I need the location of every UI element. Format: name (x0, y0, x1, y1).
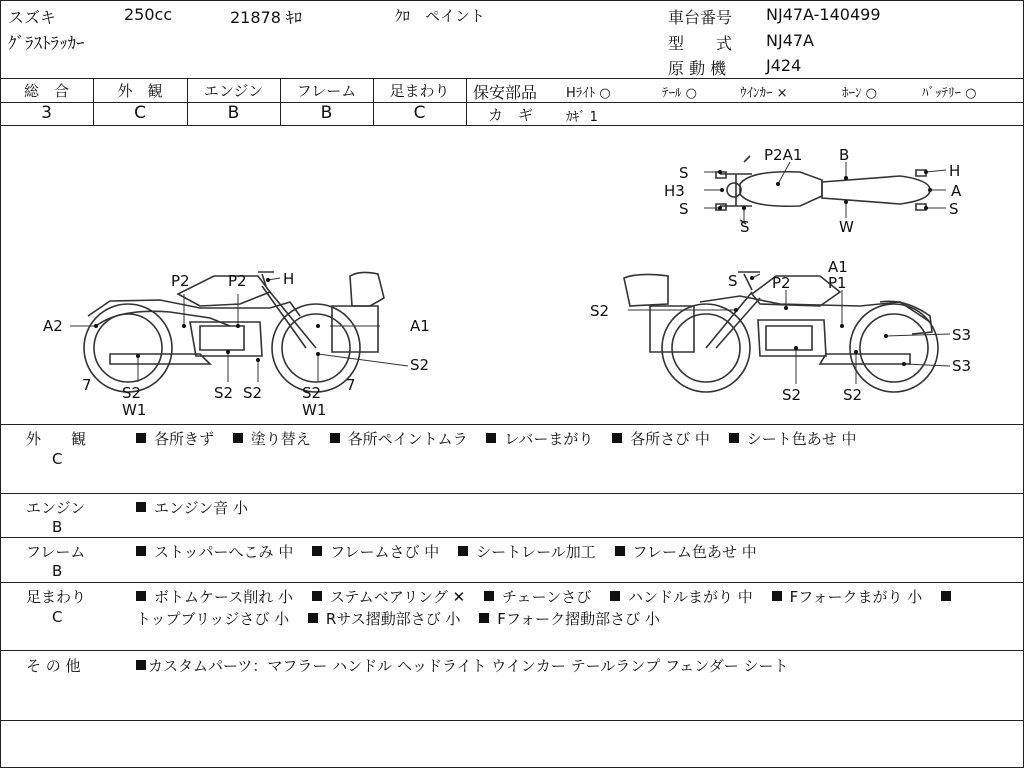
detail-suspension-items (136, 586, 959, 607)
diagram-label: S2 (782, 386, 802, 404)
detail-exterior-grade: C (52, 450, 63, 468)
bullet-square (136, 546, 146, 556)
type-label: 型 式 (668, 34, 733, 53)
detail-item: 各所きず (154, 430, 215, 448)
detail-item: Fフォークまがり 小 (789, 588, 923, 606)
exterior-label: 外 観 (117, 82, 163, 100)
detail-item: カスタムパーツ：マフラー ハンドル ヘッドライト ウインカー テールランプ フェンダー シート (148, 657, 789, 675)
bullet-square (772, 591, 782, 601)
detail-item: Fフォーク摺動部さび 小 (497, 610, 660, 628)
detail-item: フレームさび 中 (330, 543, 440, 561)
diagram-label: S3 (952, 326, 972, 344)
divider (0, 650, 1024, 651)
frame-no: NJ47A-140499 (766, 5, 881, 24)
detail-item: ハンドルまがり 中 (628, 588, 753, 606)
bullet-square (308, 613, 318, 623)
displacement: 250cc (124, 5, 173, 24)
diagram-label: P2 (228, 272, 247, 290)
maker: スズキ (8, 8, 57, 27)
diagram-label: S (740, 218, 750, 236)
diagram-label: S (679, 164, 689, 182)
bike-diagram (0, 126, 1022, 423)
bullet-square (136, 591, 146, 601)
diagram-label: P2 (772, 274, 791, 292)
key-value: ｶｷﾞ 1 (566, 110, 598, 125)
diagram-label: S (949, 200, 959, 218)
divider (0, 78, 1024, 79)
diagram-label: P1 (828, 274, 847, 292)
color: ｸﾛ ペイント (395, 7, 486, 25)
detail-exterior-items (136, 428, 870, 449)
detail-item: ストッパーへこみ 中 (154, 543, 294, 561)
diagram-label: S2 (214, 384, 234, 402)
diagram-label: S2 (302, 384, 322, 402)
divider (466, 78, 467, 125)
bullet-square (484, 591, 494, 601)
bullet-square (312, 591, 322, 601)
detail-item: フレーム色あせ 中 (632, 543, 757, 561)
detail-other-items (136, 655, 802, 676)
bullet-square (486, 433, 496, 443)
detail-item: レバーまがり (504, 430, 594, 448)
bullet-square (615, 546, 625, 556)
detail-frame-label: フレーム (26, 543, 86, 561)
type-value: NJ47A (766, 31, 814, 50)
diagram-label: A2 (43, 317, 63, 335)
detail-engine-items (136, 497, 262, 518)
divider (0, 424, 1024, 425)
diagram-label: 7 (346, 376, 356, 394)
diagram-label: S2 (410, 356, 430, 374)
diagram-label: H (949, 162, 961, 180)
bullet-square (330, 433, 340, 443)
diagram-label: W1 (302, 401, 327, 419)
detail-item: 塗り替え (250, 430, 311, 448)
mileage: 21878 ｷﾛ (230, 8, 302, 27)
detail-engine-grade: B (52, 518, 63, 536)
detail-suspension-grade: C (52, 608, 63, 626)
divider (0, 537, 1024, 538)
suspension-grade-label: 足まわり (389, 82, 450, 100)
detail-item: エンジン音 小 (154, 499, 249, 517)
bullet-square (479, 613, 489, 623)
safety-headlight: Hﾗｲﾄ ○ (566, 86, 611, 101)
safety-label: 保安部品 (473, 83, 538, 102)
detail-engine-label: エンジン (26, 499, 86, 517)
suspension-grade: C (413, 103, 426, 123)
detail-item: シートレール加工 (476, 543, 596, 561)
detail-item: トップブリッジさび 小 (136, 610, 290, 628)
bullet-square (729, 433, 739, 443)
safety-tail: ﾃｰﾙ ○ (662, 86, 697, 101)
overall-label: 総 合 (23, 82, 69, 100)
overall-grade: 3 (41, 103, 52, 123)
diagram-label: H (283, 270, 295, 288)
divider (0, 720, 1024, 721)
safety-winker: ｳｲﾝｶｰ × (740, 86, 788, 101)
bullet-square (136, 660, 146, 670)
diagram-label: H3 (664, 182, 685, 200)
bullet-square (233, 433, 243, 443)
diagram-label: A1 (828, 258, 848, 276)
engine-grade: B (227, 103, 240, 123)
diagram-label: B (839, 146, 850, 164)
diagram-label: W (839, 218, 854, 236)
detail-frame-items (136, 541, 771, 562)
diagram-label: S2 (843, 386, 863, 404)
detail-item: ステムベアリング ✕ (329, 588, 466, 606)
divider (0, 582, 1024, 583)
detail-other-label: そ の 他 (26, 657, 81, 675)
detail-item: 各所さび 中 (630, 430, 710, 448)
divider (0, 493, 1024, 494)
bullet-square (136, 502, 146, 512)
bullet-square (312, 546, 322, 556)
exterior-grade: C (134, 103, 146, 123)
diagram-label: S (728, 272, 738, 290)
detail-item: シート色あせ 中 (746, 430, 857, 448)
model-name: ｸﾞﾗｽﾄﾗｯｶｰ (8, 34, 85, 54)
diagram-label: S3 (952, 357, 972, 375)
detail-item: チェーンさび (501, 588, 592, 606)
bullet-square (610, 591, 620, 601)
safety-horn: ﾎｰﾝ ○ (842, 86, 877, 101)
rear-wheel (84, 304, 172, 392)
bullet-square (612, 433, 622, 443)
diagram-label: W1 (122, 401, 147, 419)
detail-exterior-label: 外 観 (26, 430, 87, 448)
diagram-label: P2 (171, 272, 190, 290)
detail-item: 各所ペイントムラ (347, 430, 468, 448)
bullet-square (941, 591, 951, 601)
diagram-label: P2A1 (764, 146, 803, 164)
frame-no-label: 車台番号 (668, 8, 733, 27)
diagram-label: S2 (590, 302, 610, 320)
diagram-label: S2 (243, 384, 263, 402)
engine-label: 原 動 機 (668, 59, 727, 78)
key-label: カ ギ (488, 106, 534, 124)
diagram-label: A (951, 182, 962, 200)
diagram-label: A1 (410, 317, 430, 335)
detail-suspension-items-2 (136, 608, 674, 629)
bullet-square (458, 546, 468, 556)
detail-item: ボトムケース削れ 小 (154, 588, 294, 606)
diagram-label: S2 (122, 384, 142, 402)
engine-value: J424 (766, 56, 802, 75)
diagram-label: S (679, 200, 689, 218)
diagram-label: 7 (82, 376, 92, 394)
detail-frame-grade: B (52, 562, 63, 580)
safety-battery: ﾊﾞｯﾃﾘｰ ○ (922, 86, 977, 101)
detail-suspension-label: 足まわり (26, 588, 87, 606)
detail-item: Rサス摺動部さび 小 (325, 610, 461, 628)
rear-wheel (850, 304, 938, 392)
bullet-square (136, 433, 146, 443)
engine-grade-label: エンジン (203, 82, 264, 100)
frame-grade-label: フレーム (296, 82, 357, 100)
frame-grade: B (320, 103, 333, 123)
